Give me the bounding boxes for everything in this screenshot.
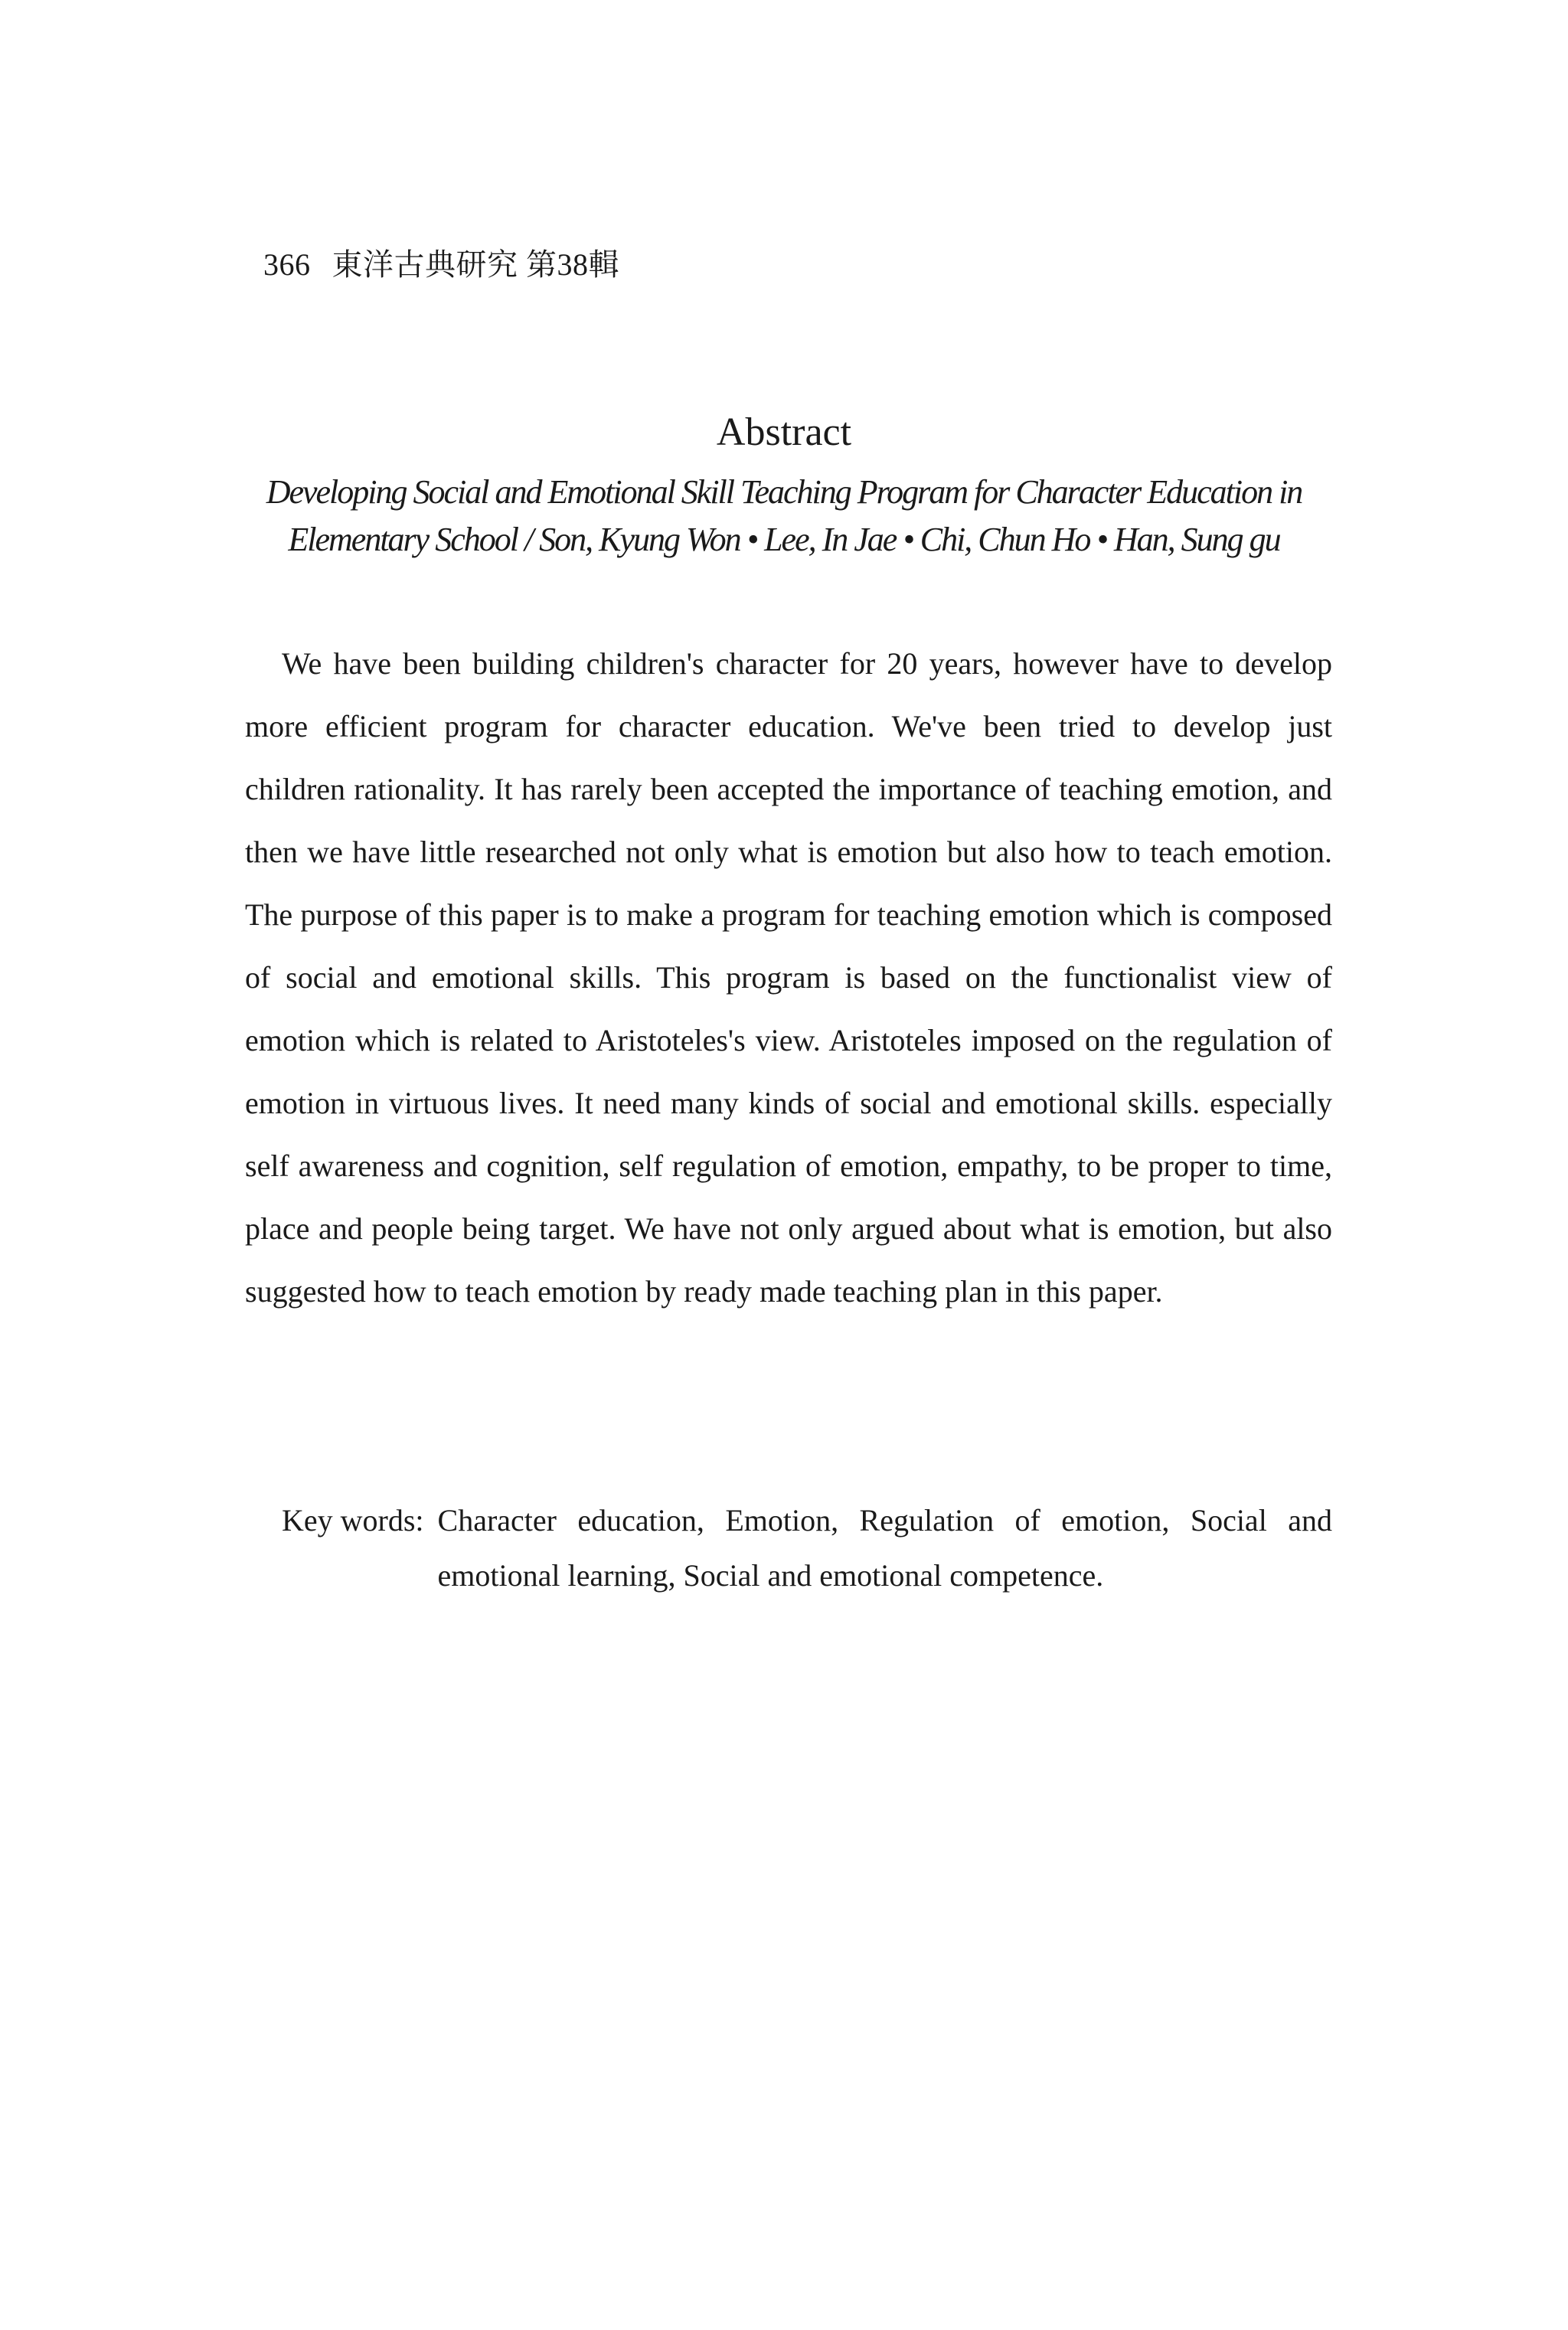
- keywords: [282, 1493, 1332, 1603]
- abstract-heading: Abstract: [716, 410, 852, 454]
- keywords-label: Key words:: [282, 1503, 424, 1538]
- keywords-text: Character education, Emotion, Regulation of emotion, Social and emotional learning, Social and emotional competence.: [437, 1503, 1332, 1593]
- journal-title: 東洋古典研究 第38輯: [332, 247, 619, 282]
- paper-title-authors: Developing Social and Emotional Skill Teaching Program for Character Education in Elementary School / Son, Kyung Won • Lee, In Jae • Chi, Chun Ho • Han, Sung gu: [266, 473, 1302, 558]
- abstract-body: We have been building children's character for 20 years, however have to develop more efficient program for character education. We've been tried to develop just children rationality. It has rarely been accepted the importance of teaching emotion, and then we have little researched not only what is emotion but also how to teach emotion. The purpose of this paper is to make a program for teaching emotion which is composed of social and emotional skills. This program is based on the functionalist view of emotion which is related to Aristoteles's view. Aristoteles imposed on the regulation of emotion in virtuous lives. It need many kinds of social and emotional skills. especially self awareness and cognition, self regulation of emotion, empathy, to be proper to time, place and people being target. We have not only argued about what is emotion, but also suggested how to teach emotion by ready made teaching plan in this paper.: [245, 646, 1332, 1309]
- running-header: [263, 243, 619, 286]
- page-number: 366: [263, 247, 311, 282]
